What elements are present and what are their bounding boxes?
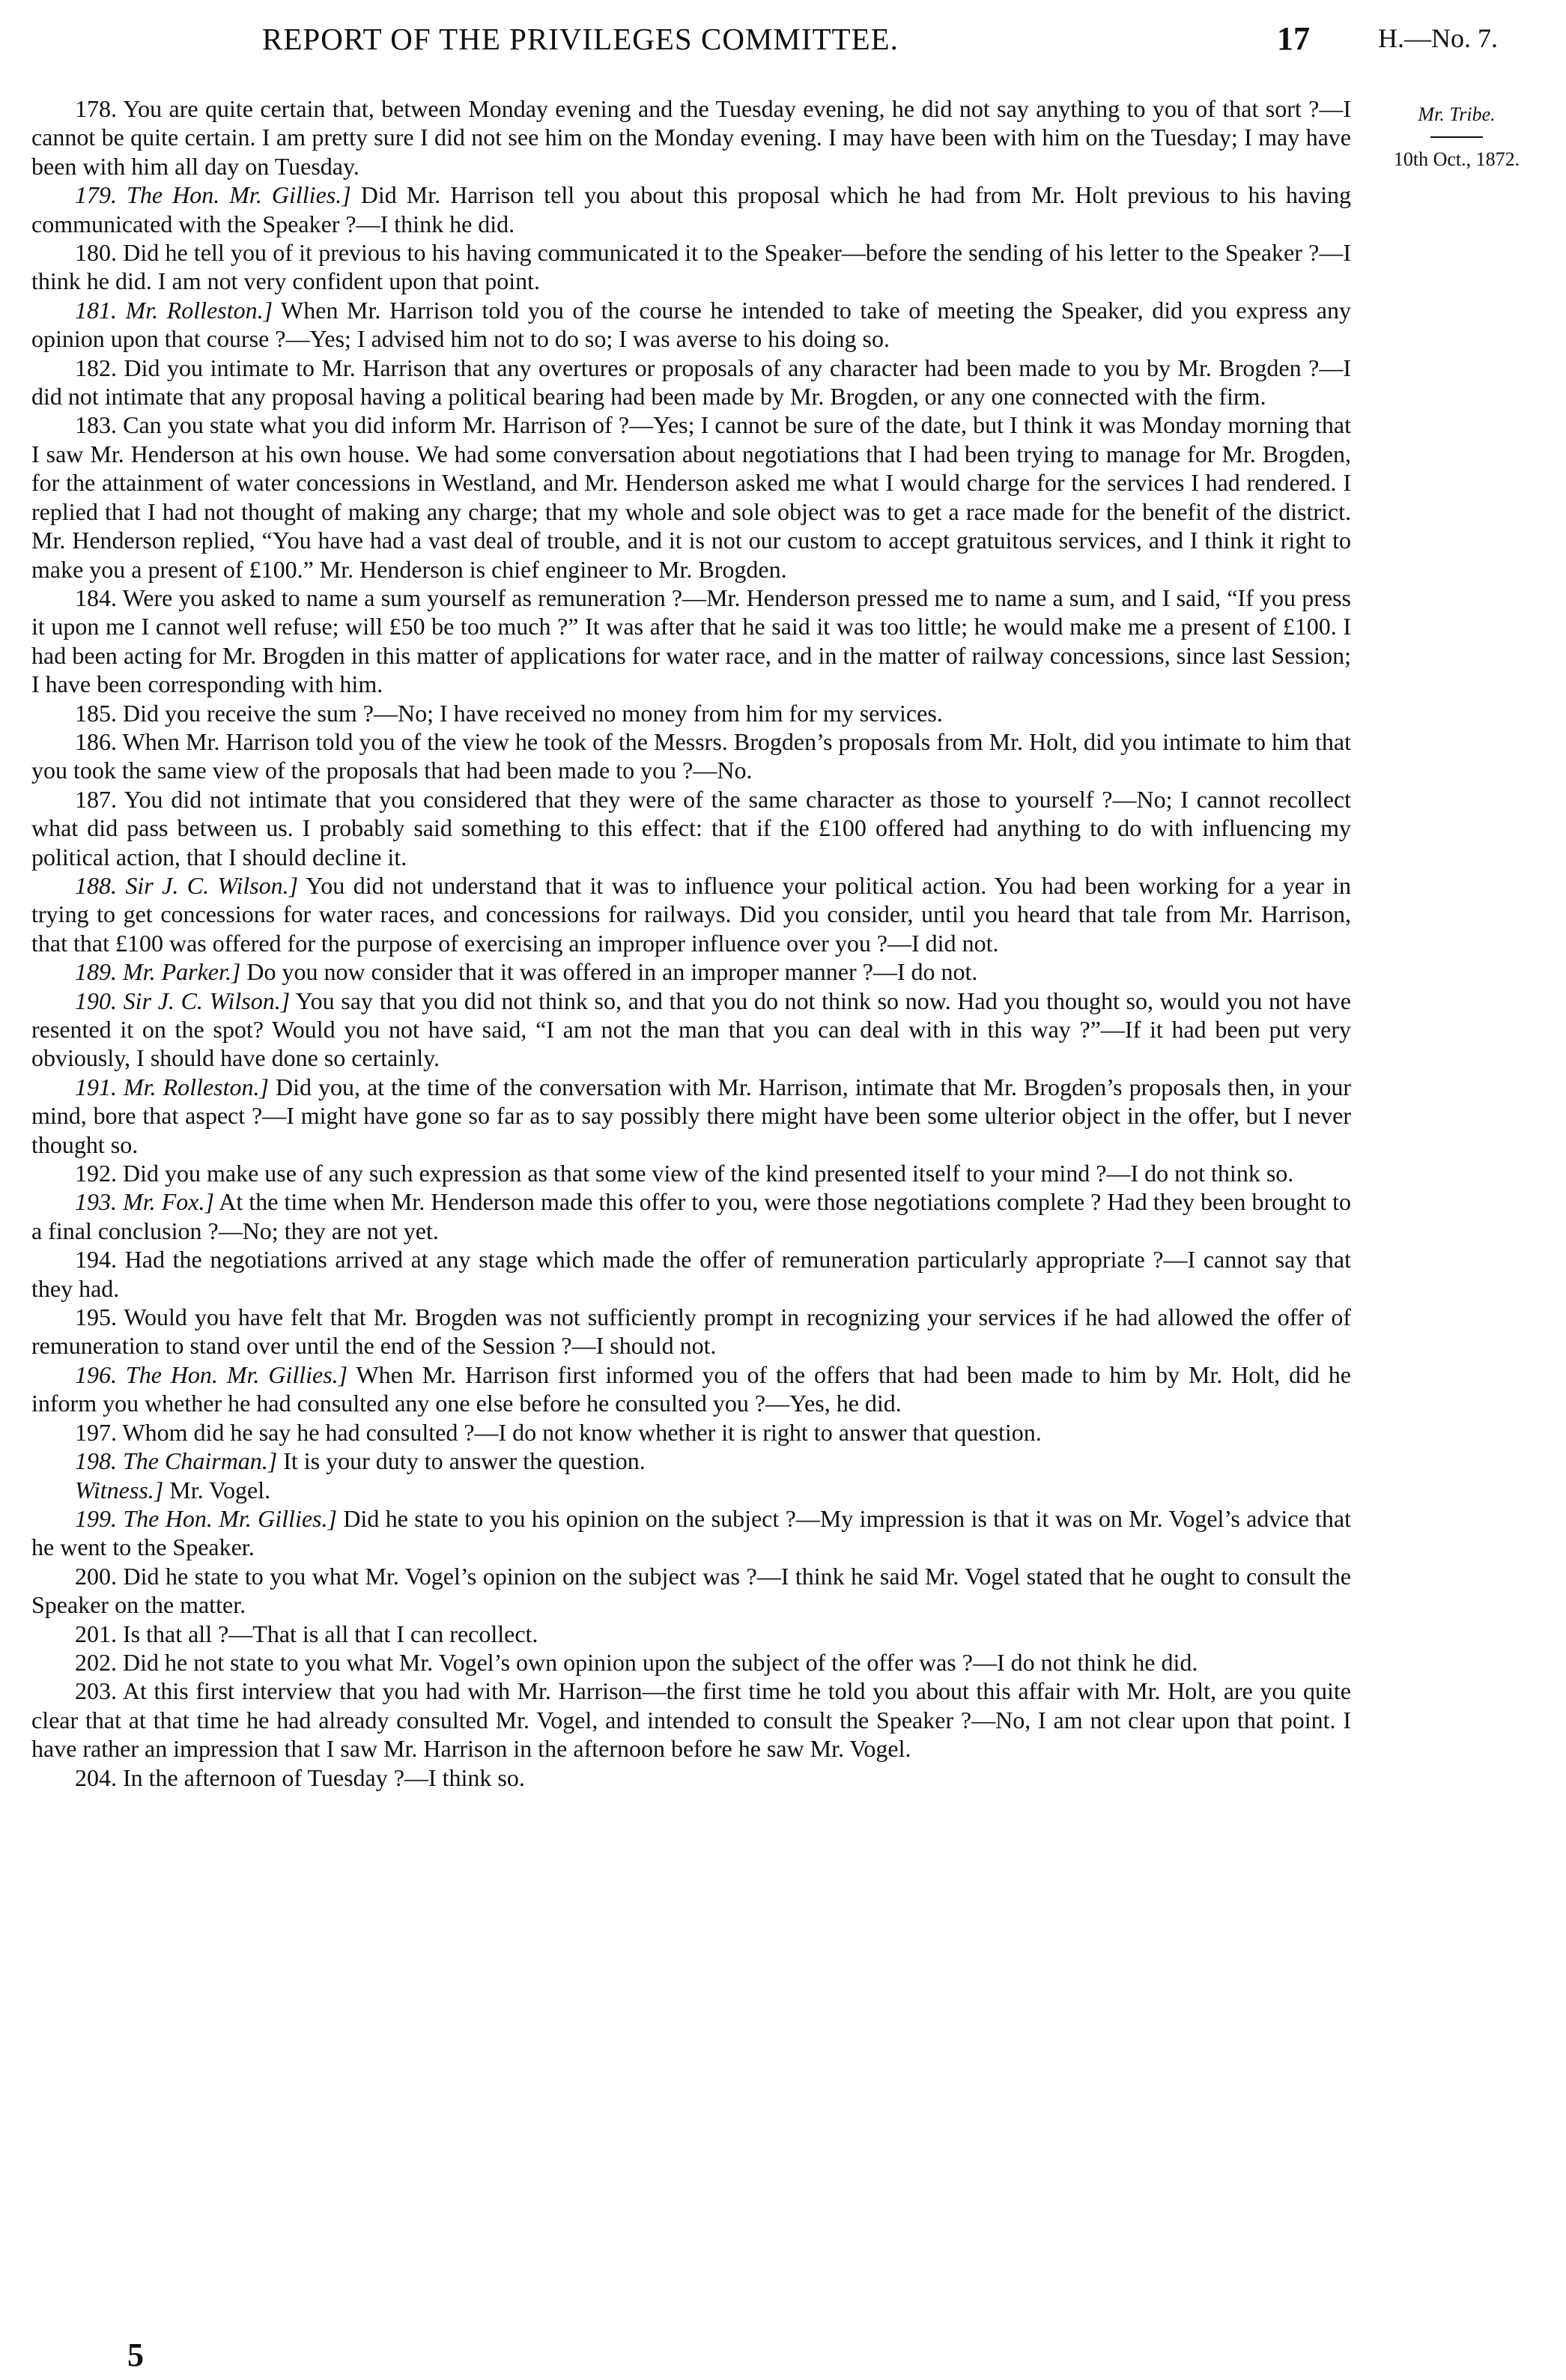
page-number: 17 — [1277, 20, 1310, 57]
margin-divider — [1430, 136, 1483, 138]
signature-mark: 5 — [127, 2337, 144, 2373]
paragraph-text: 186. When Mr. Harrison told you of the view he took of the Messrs. Brogden’s proposals from Mr. Holt, did you intimate to him that you took the same view of the proposals that had been made to you ?—No. — [31, 727, 1351, 784]
paragraph-text: 203. At this first interview that you had with Mr. Harrison—the first time he told you about this affair with Mr. Holt, are you quite clear that at that time he had already consulted Mr. Vogel, and intended to consult the Speaker ?—No, I am not clear upon that point. I have rather an impression that I saw Mr. Harrison in the afternoon before he saw Mr. Vogel. — [31, 1677, 1351, 1763]
evidence-paragraph — [31, 987, 1351, 1073]
evidence-paragraph — [31, 1303, 1351, 1360]
paragraph-text: When Mr. Harrison first informed you of the offers that had been made to him by Mr. Holt, did he inform you whether he had consulted any one else before he consulted you ?—Yes, he did. — [31, 1360, 1352, 1417]
evidence-paragraph — [31, 1504, 1351, 1562]
paragraph-text: Mr. Vogel. — [163, 1476, 271, 1504]
evidence-paragraph — [31, 296, 1351, 354]
paragraph-text: 178. You are quite certain that, between Monday evening and the Tuesday evening, he did not say anything to you of that sort ?—I cannot be quite certain. I am pretty sure I did not see him on the Monday evening. I may have been with him on the Tuesday; I may have been with him all day on Tuesday. — [31, 95, 1351, 180]
evidence-paragraph — [31, 1360, 1351, 1418]
speaker-label: 199. The Hon. Mr. Gillies.] — [75, 1504, 337, 1532]
evidence-paragraph — [31, 411, 1351, 583]
paragraph-text: 204. In the afternoon of Tuesday ?—I think so. — [75, 1763, 525, 1791]
paragraph-text: Did Mr. Harrison tell you about this proposal which he had from Mr. Holt previous to his having communicated with the Speaker ?—I think he did. — [31, 181, 1352, 237]
evidence-paragraph — [31, 727, 1351, 785]
evidence-paragraph — [31, 1245, 1351, 1303]
paragraph-text: 197. Whom did he say he had consulted ?—I do not know whether it is right to answer that question. — [75, 1418, 1042, 1446]
evidence-paragraph — [31, 584, 1351, 699]
evidence-paragraph — [31, 1418, 1351, 1447]
paragraph-text: 194. Had the negotiations arrived at any stage which made the offer of remuneration particularly appropriate ?—I cannot say that they had. — [31, 1246, 1351, 1302]
evidence-paragraph — [31, 1562, 1351, 1620]
evidence-paragraph — [31, 871, 1351, 957]
paragraph-text: 180. Did he tell you of it previous to his having communicated it to the Speaker—before the sending of his letter to the Speaker ?—I think he did. I am not very confident upon that point. — [31, 239, 1351, 295]
evidence-paragraph — [31, 1648, 1351, 1677]
evidence-body — [31, 94, 1351, 1792]
evidence-paragraph — [31, 354, 1351, 411]
paragraph-text: 187. You did not intimate that you considered that they were of the same character as those to yourself ?—No; I cannot recollect what did pass between us. I probably said something to this effect: that if the £100 offered had anything to do with influencing my political action, that I should decline it. — [31, 785, 1351, 870]
paragraph-text: Do you now consider that it was offered in an improper manner ?—I do not. — [240, 958, 978, 986]
paragraph-text: 185. Did you receive the sum ?—No; I have received no money from him for my services. — [75, 699, 943, 727]
paragraph-text: Did he state to you his opinion on the subject ?—My impression is that it was on Mr. Vogel’s advice that he went to the Speaker. — [31, 1504, 1352, 1561]
paragraph-text: 195. Would you have felt that Mr. Brogden was not sufficiently prompt in recognizing your services if he had allowed the offer of remuneration to stand over until the end of the Session ?—I should not. — [31, 1303, 1351, 1360]
evidence-paragraph — [31, 1073, 1351, 1159]
evidence-paragraph — [31, 1677, 1351, 1763]
paragraph-text: You say that you did not think so, and that you do not think so now. Had you thought so, would you not have resented it on the spot? Would you not have said, “I am not the man that you can deal with in this way ?”—If it had been put very obviously, I should have done so certainly. — [31, 987, 1352, 1072]
evidence-paragraph — [31, 238, 1351, 296]
paragraph-text: Did you, at the time of the conversation with Mr. Harrison, intimate that Mr. Brogden’s proposals then, in your mind, bore that aspect ?—I might have gone so far as to say possibly there might have been some ulterior object in the offer, but I never thought so. — [31, 1073, 1352, 1158]
evidence-paragraph — [31, 1159, 1351, 1187]
paragraph-text: 192. Did you make use of any such expression as that some view of the kind presented itself to your mind ?—I do not think so. — [75, 1160, 1294, 1187]
paragraph-text: It is your duty to answer the question. — [277, 1447, 646, 1475]
evidence-paragraph — [31, 699, 1351, 727]
speaker-label: 198. The Chairman.] — [75, 1447, 278, 1475]
evidence-paragraph — [31, 1620, 1351, 1648]
document-reference: H.—No. 7. — [1378, 23, 1498, 53]
speaker-label: 181. Mr. Rolleston.] — [75, 296, 273, 324]
speaker-label: 188. Sir J. C. Wilson.] — [75, 871, 299, 899]
evidence-paragraph — [31, 181, 1351, 238]
speaker-label: 193. Mr. Fox.] — [75, 1188, 214, 1216]
paragraph-text: You did not understand that it was to influence your political action. You had been working for a year in trying to get concessions for water races, and concessions for railways. Did you consider, until you heard that tale from Mr. Harrison, that that £100 was offered for the purpose of exercising an improper influence over you ?—I did not. — [31, 871, 1352, 957]
evidence-paragraph — [31, 1763, 1351, 1792]
paragraph-text: 182. Did you intimate to Mr. Harrison that any overtures or proposals of any character had been made to you by Mr. Brogden ?—I did not intimate that any proposal having a political bearing had been made by Mr. Brogden, or any one connected with the firm. — [31, 354, 1351, 411]
evidence-paragraph — [31, 94, 1351, 181]
evidence-paragraph — [31, 1447, 1351, 1475]
paragraph-text: At the time when Mr. Henderson made this offer to you, were those negotiations complete ? Had they been brought to a final conclusion ?—No; they are not yet. — [31, 1188, 1352, 1244]
speaker-label: 196. The Hon. Mr. Gillies.] — [75, 1360, 348, 1388]
paragraph-text: 184. Were you asked to name a sum yourself as remuneration ?—Mr. Henderson pressed me to name a sum, and I said, “If you press it upon me I cannot well refuse; will £50 be too much ?” It was after that he said it was too little; he would make me a present of £100. I had been acting for Mr. Brogden in this matter of applications for water race, and in the matter of railway concessions, since last Session; I have been corresponding with him. — [31, 584, 1351, 698]
margin-date: 10th Oct., 1872. — [1393, 148, 1520, 170]
evidence-paragraph — [31, 785, 1351, 871]
evidence-paragraph — [31, 1476, 1351, 1504]
speaker-label: 189. Mr. Parker.] — [75, 958, 241, 986]
paragraph-text: 201. Is that all ?—That is all that I can recollect. — [75, 1620, 538, 1647]
paragraph-text: 183. Can you state what you did inform Mr. Harrison of ?—Yes; I cannot be sure of the date, but I think it was Monday morning that I saw Mr. Henderson at his own house. We had some conversation about negotiations that I had been trying to manage for Mr. Brogden, for the attainment of water concessions in Westland, and Mr. Henderson asked me what I would charge for the services I had rendered. I replied that I had not thought of making any charge; that my whole and sole object was to get a race made for the benefit of the district. Mr. Henderson replied, “You have had a vast deal of trouble, and it is not our custom to accept gratuitous services, and I think it right to make you a present of £100.” Mr. Henderson is chief engineer to Mr. Brogden. — [31, 411, 1351, 583]
evidence-paragraph — [31, 1187, 1351, 1245]
speaker-label: 191. Mr. Rolleston.] — [75, 1073, 269, 1100]
paragraph-text: When Mr. Harrison told you of the course he intended to take of meeting the Speaker, did you express any opinion upon that course ?—Yes; I advised him not to do so; I was averse to his doing so. — [31, 296, 1352, 353]
margin-note — [1371, 102, 1543, 172]
paragraph-text: 202. Did he not state to you what Mr. Vogel’s own opinion upon the subject of the offer was ?—I do not think he did. — [75, 1648, 1198, 1676]
page-header — [30, 13, 1550, 66]
speaker-label: 190. Sir J. C. Wilson.] — [75, 987, 291, 1014]
evidence-paragraph — [31, 957, 1351, 986]
speaker-label: Witness.] — [75, 1476, 164, 1504]
speaker-label: 179. The Hon. Mr. Gillies.] — [75, 181, 351, 209]
paragraph-text: 200. Did he state to you what Mr. Vogel’s opinion on the subject was ?—I think he said Mr. Vogel stated that he ought to consult the Speaker on the matter. — [31, 1562, 1351, 1619]
page-title: REPORT OF THE PRIVILEGES COMMITTEE. — [262, 22, 899, 56]
margin-witness: Mr. Tribe. — [1418, 103, 1496, 125]
